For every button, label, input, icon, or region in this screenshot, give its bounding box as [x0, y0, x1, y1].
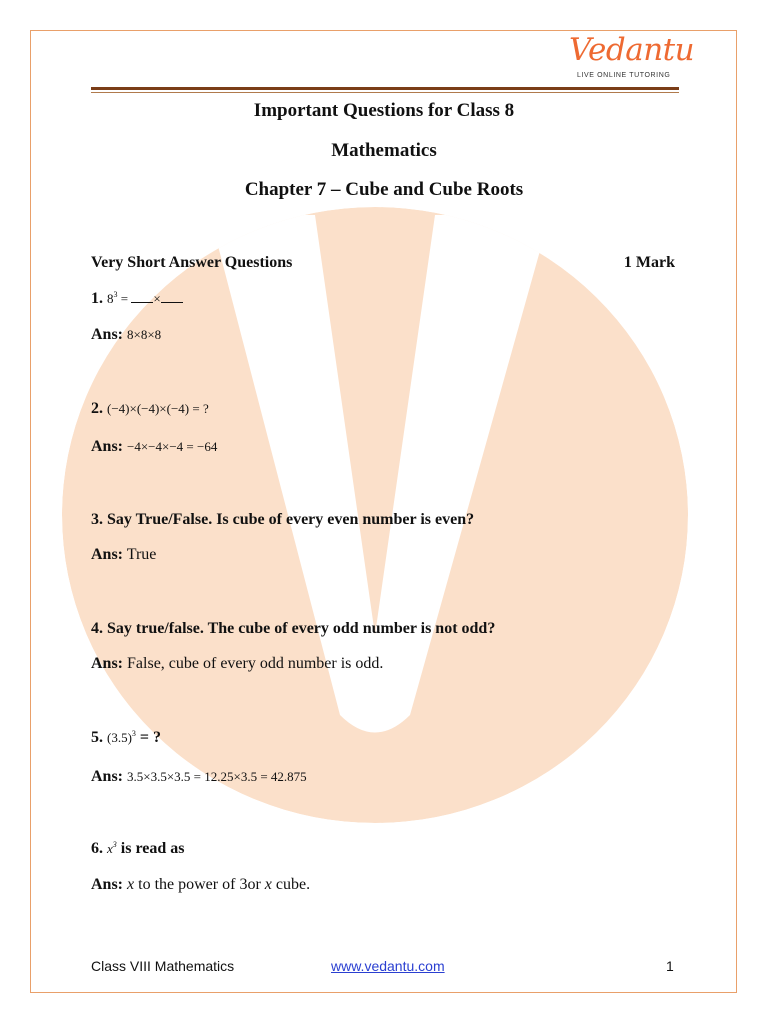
answer-1 [91, 326, 161, 344]
question-5: 5. $(3.5)^3$ = ? [91, 729, 162, 746]
question-math: $(3.5)^3$ [107, 729, 136, 745]
question-4 [91, 620, 495, 638]
question-number: 4. [91, 620, 103, 637]
question-text: is read as [116, 840, 185, 857]
answer-6: Ans: x to the power of 3or x cube. [91, 876, 311, 893]
page-number: 1 [666, 958, 674, 974]
answer-text: 3.5×3.5×3.5 = 12.25×3.5 = 42.875 [127, 769, 307, 784]
question-number: 1. [91, 290, 103, 307]
question-1 [91, 290, 183, 308]
answer-text: True [126, 546, 157, 563]
question-number: 5. [91, 729, 103, 746]
answer-label: Ans: [91, 876, 124, 893]
question-number: 6. [91, 840, 103, 857]
footer-website-link[interactable]: www.vedantu.com [331, 958, 445, 974]
question-2 [91, 400, 209, 418]
vedantu-logo [567, 32, 695, 84]
section-heading-row [91, 254, 675, 272]
answer-2 [91, 438, 217, 456]
question-math: $8^3$ = × [107, 291, 183, 306]
footer-left: Class VIII Mathematics [91, 958, 235, 974]
answer-label: Ans: [91, 768, 124, 785]
answer-text: −4×−4×−4 = −64 [127, 439, 218, 454]
question-text: Say true/false. The cube of every odd number is not odd? [107, 620, 496, 637]
answer-text: 8×8×8 [127, 327, 162, 342]
question-number: 2. [91, 400, 103, 417]
section-marks: 1 Mark [623, 254, 675, 271]
question-number: 3. [91, 511, 103, 528]
answer-label: Ans: [91, 655, 124, 672]
header-rule [91, 87, 679, 90]
doc-subject: Mathematics [331, 140, 437, 161]
answer-label: Ans: [91, 438, 124, 455]
answer-label: Ans: [91, 326, 124, 343]
logo-tagline: LIVE ONLINE TUTORING [577, 72, 671, 79]
answer-3 [91, 546, 156, 564]
answer-blank [161, 293, 183, 303]
doc-title: Important Questions for Class 8 [253, 100, 515, 121]
question-3 [91, 511, 474, 529]
section-heading: Very Short Answer Questions [91, 254, 293, 271]
question-variable: $x^3$ [107, 840, 117, 856]
answer-5 [91, 768, 307, 786]
doc-chapter: Chapter 7 – Cube and Cube Roots [244, 179, 524, 200]
answer-4 [91, 655, 383, 673]
question-text: Say True/False. Is cube of every even number is even? [107, 511, 475, 528]
answer-label: Ans: [91, 546, 124, 563]
logo-wordmark: Vedantu [569, 32, 695, 68]
question-math: (−4)×(−4)×(−4) = ? [107, 401, 209, 416]
answer-text: False, cube of every odd number is odd. [127, 655, 384, 672]
header-rule-thin [91, 92, 679, 93]
answer-blank [131, 293, 153, 303]
question-6 [91, 840, 185, 858]
